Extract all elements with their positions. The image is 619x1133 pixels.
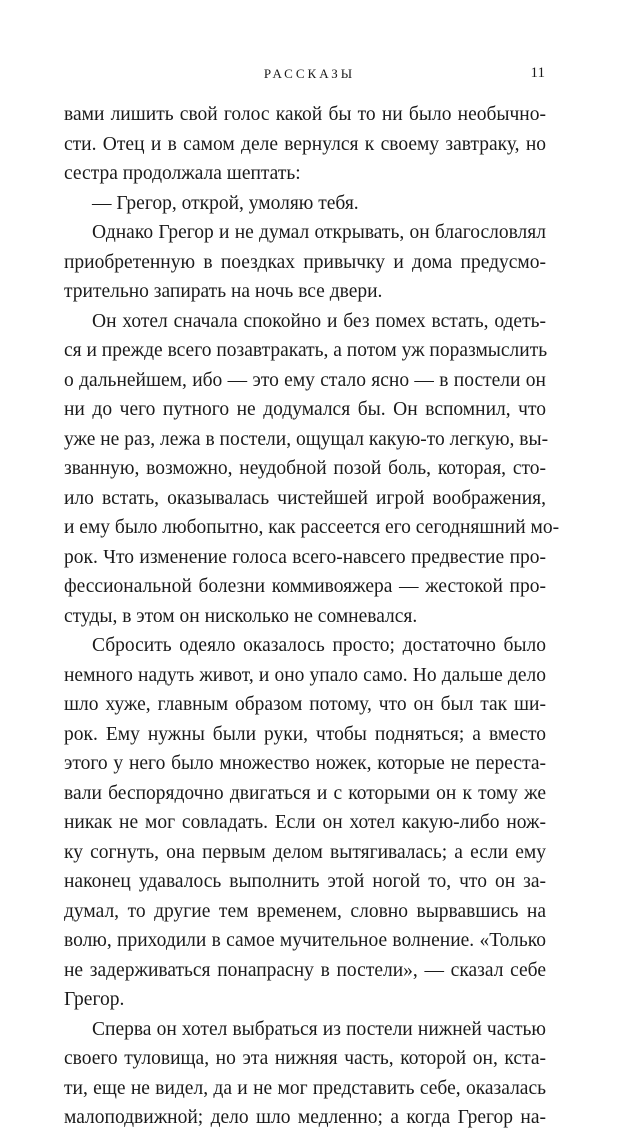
text-line: вами лишить свой голос какой бы то ни было необычно- — [64, 104, 546, 125]
text-line: трительно запирать на ночь все двери. — [64, 281, 383, 302]
text-line: ило встать, оказывалась чистейшей игрой воображения, — [64, 487, 546, 509]
text-line: приобретенную в поездках привычку и дома предусмо- — [64, 251, 546, 273]
text-line: ся и прежде всего позавтракать, а потом уж поразмыслить — [64, 340, 548, 361]
text-line: ку согнуть, она первым делом вытягивалась; а если ему — [64, 841, 546, 863]
page-number: 11 — [530, 65, 545, 81]
text-line: не задерживаться понапрасну в постели», — сказал себе — [64, 959, 546, 981]
text-line: сти. Отец и в самом деле вернулся к своему завтраку, но — [64, 133, 546, 155]
text-line: рок. Ему нужны были руки, чтобы подняться; а вместо — [64, 723, 546, 745]
text-line: и ему было любопытно, как рассеется его сегодняшний мо- — [64, 517, 560, 538]
text-line: Сперва он хотел выбраться из постели нижней частью — [92, 1018, 546, 1040]
text-line: немного надуть живот, и оно упало само. Но дальше дело — [64, 664, 546, 686]
body-text — [64, 100, 560, 1133]
text-line: Сбросить одеяло оказалось просто; достаточно было — [92, 635, 546, 656]
text-line: рок. Что изменение голоса всего-навсего предвестие про- — [64, 546, 546, 568]
text-line: фессиональной болезни коммивояжера — жестокой про- — [64, 576, 546, 597]
text-line: о дальнейшем, ибо — это ему стало ясно — в постели он — [64, 369, 546, 391]
text-line: Однако Грегор и не думал открывать, он благословлял — [92, 222, 546, 243]
text-line: шло хуже, главным образом потому, что он был так ши- — [64, 694, 546, 715]
text-line: званную, возможно, неудобной позой боль, которая, сто- — [64, 458, 546, 479]
text-line: ни до чего путного не додумался бы. Он вспомнил, что — [64, 399, 546, 420]
text-line: уже не раз, лежа в постели, ощущал какую-то легкую, вы- — [64, 428, 549, 450]
text-line: — Грегор, открой, умоляю тебя. — [92, 192, 359, 214]
running-head: РАССКАЗЫ — [263, 66, 356, 81]
text-line: своего туловища, но эта нижняя часть, которой он, кста- — [64, 1048, 546, 1069]
text-line: никак не мог совладать. Если он хотел какую-либо нож- — [64, 812, 546, 833]
text-line: малоподвижной; дело шло медленно; а когда Грегор на- — [64, 1107, 546, 1128]
text-line: сестра продолжала шептать: — [64, 163, 301, 184]
text-line: Грегор. — [64, 989, 125, 1010]
text-line: вали беспорядочно двигаться и с которыми он к тому же — [64, 782, 546, 804]
text-line: ти, еще не видел, да и не мог представить себе, оказалась — [64, 1077, 546, 1099]
text-line: волю, приходили в самое мучительное волнение. «Только — [64, 930, 546, 951]
text-line: студы, в этом он нисколько не сомневался. — [64, 605, 418, 627]
text-line: этого у него было множество ножек, которые не переста- — [64, 753, 546, 774]
text-line: Он хотел сначала спокойно и без помех встать, одеть- — [92, 310, 546, 332]
text-line: думал, то другие тем временем, словно вырвавшись на — [64, 900, 546, 922]
text-line: наконец удавалось выполнить этой ногой то, что он за- — [64, 871, 546, 892]
